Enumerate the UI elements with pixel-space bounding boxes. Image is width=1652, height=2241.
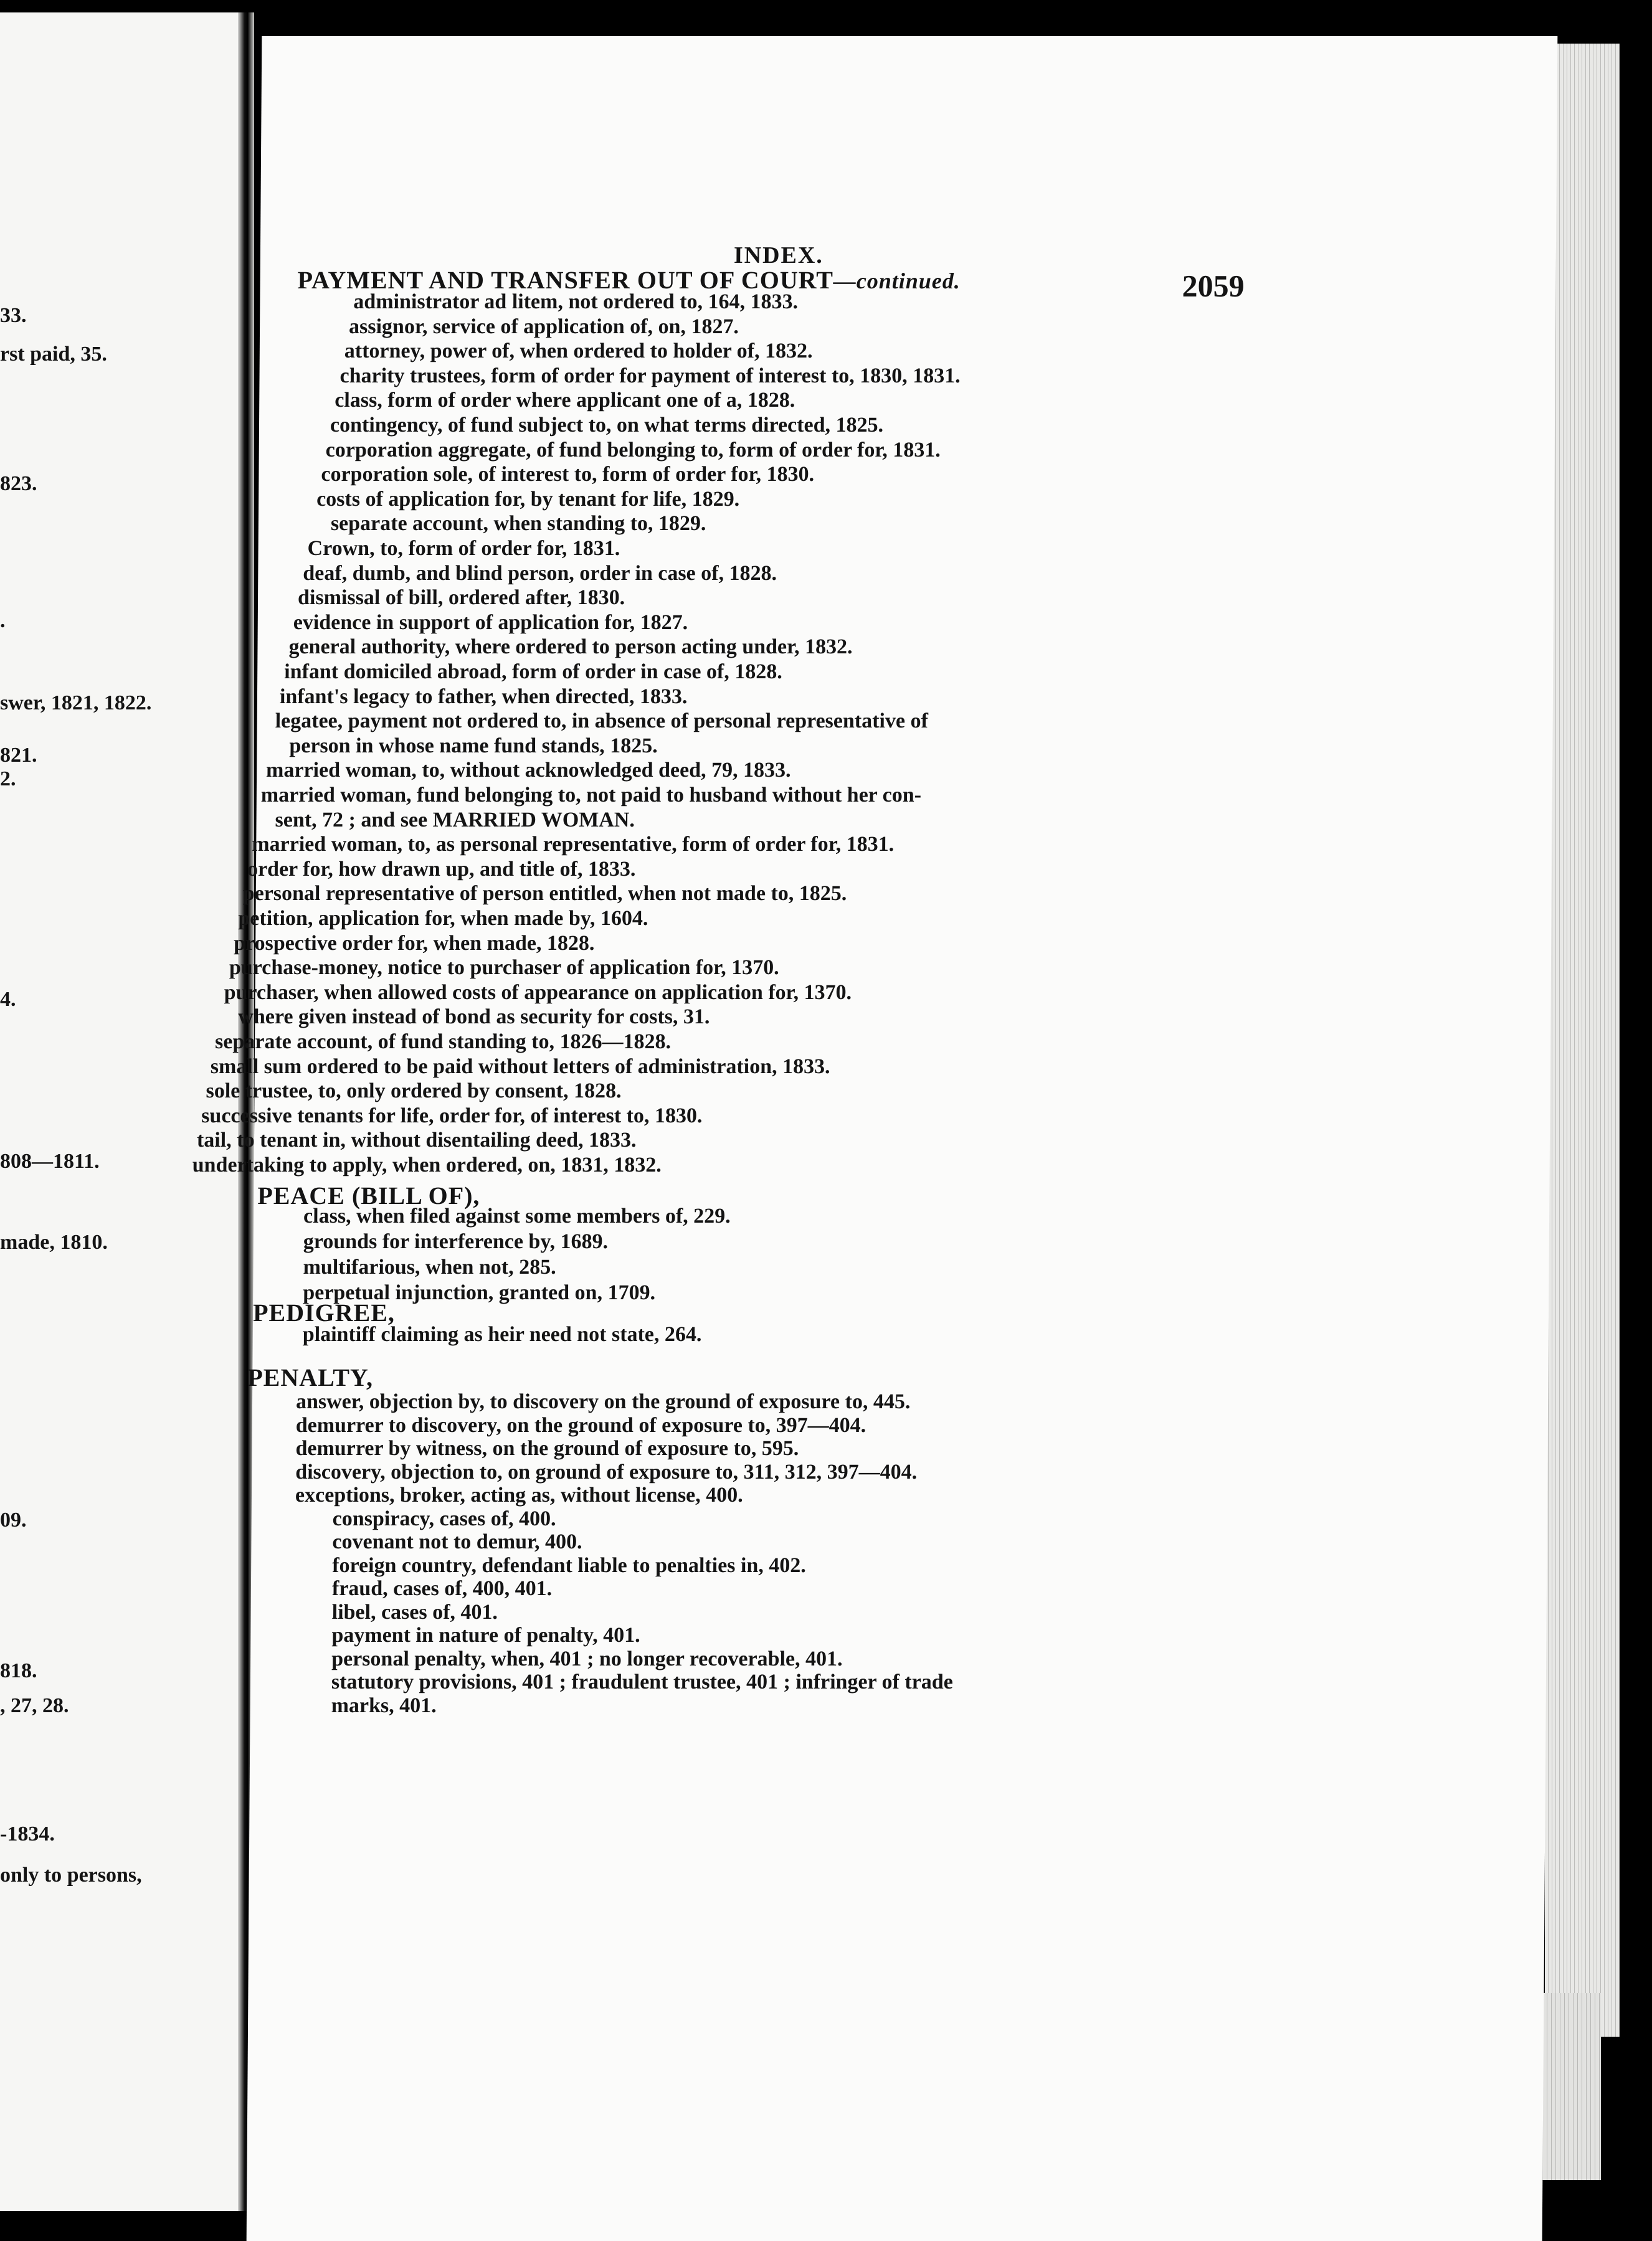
index-entry: general authority, where ordered to person acting under, 1832. — [288, 635, 853, 658]
index-entry: corporation aggregate, of fund belonging to, form of order for, 1831. — [325, 438, 941, 462]
index-entry: purchaser, when allowed costs of appearance on application for, 1370. — [224, 981, 852, 1004]
index-entry: tail, to tenant in, without disentailing deed, 1833. — [196, 1129, 637, 1152]
index-entry: married woman, to, without acknowledged deed, 79, 1833. — [266, 759, 791, 782]
left-fragment: -1834. — [0, 1822, 55, 1845]
right-page — [192, 36, 1558, 2241]
index-entry: statutory provisions, 401 ; fraudulent trustee, 401 ; infringer of trade — [331, 1670, 953, 1694]
index-entry: attorney, power of, when ordered to holder of, 1832. — [344, 339, 813, 362]
index-entry: where given instead of bond as security for costs, 31. — [238, 1005, 710, 1028]
index-entry: libel, cases of, 401. — [331, 1601, 498, 1624]
index-entry: personal representative of person entitled, when not made to, 1825. — [242, 882, 847, 905]
index-entry: payment in nature of penalty, 401. — [331, 1624, 640, 1647]
index-entry: exceptions, broker, acting as, without license, 400. — [295, 1484, 743, 1507]
index-entry: answer, objection by, to discovery on the ground of exposure to, 445. — [295, 1390, 911, 1413]
left-fragment: only to persons, — [0, 1864, 142, 1887]
left-fragment: 821. — [0, 744, 37, 767]
index-heading: PENALTY, — [247, 1363, 374, 1391]
index-entry: personal penalty, when, 401 ; no longer recoverable, 401. — [331, 1647, 843, 1670]
index-entry: corporation sole, of interest to, form of order for, 1830. — [321, 463, 815, 486]
index-entry: grounds for interference by, 1689. — [303, 1230, 609, 1253]
index-entry: contingency, of fund subject to, on what terms directed, 1825. — [330, 414, 884, 437]
index-entry: deaf, dumb, and blind person, order in case of, 1828. — [303, 562, 777, 585]
index-entry: plaintiff claiming as heir need not state, 264. — [302, 1323, 702, 1346]
running-head: INDEX. — [733, 242, 824, 268]
index-entry: purchase-money, notice to purchaser of application for, 1370. — [229, 956, 779, 979]
index-entry: conspiracy, cases of, 400. — [332, 1507, 556, 1530]
index-entry: class, when filed against some members of, 229. — [303, 1205, 731, 1228]
index-heading: PEACE (BILL OF), — [257, 1182, 480, 1210]
left-fragment: 823. — [0, 472, 37, 495]
index-heading: PAYMENT AND TRANSFER OUT OF COURT—continued. — [297, 266, 961, 294]
index-entry: foreign country, defendant liable to penalties in, 402. — [332, 1554, 806, 1577]
page-edges — [1539, 1993, 1601, 2180]
index-entry: infant's legacy to father, when directed, 1833. — [279, 685, 688, 708]
index-entry: assignor, service of application of, on, 1827. — [348, 315, 739, 338]
index-entry: evidence in support of application for, 1827. — [293, 611, 688, 634]
index-entry: separate account, when standing to, 1829. — [330, 512, 706, 535]
left-fragment: . — [0, 609, 6, 632]
left-fragment: rst paid, 35. — [0, 343, 107, 366]
index-entry: successive tenants for life, order for, of interest to, 1830. — [201, 1104, 703, 1127]
index-entry: infant domiciled abroad, form of order in case of, 1828. — [284, 660, 782, 683]
index-entry: undertaking to apply, when ordered, on, 1831, 1832. — [192, 1154, 662, 1177]
index-entry: costs of application for, by tenant for life, 1829. — [316, 488, 740, 511]
page-edges — [1545, 44, 1620, 2037]
page-number: 2059 — [1182, 268, 1245, 303]
left-fragment: swer, 1821, 1822. — [0, 691, 152, 714]
left-fragment: 2. — [0, 767, 16, 790]
index-entry: dismissal of bill, ordered after, 1830. — [297, 586, 625, 609]
index-entry: class, form of order where applicant one of a, 1828. — [335, 389, 795, 412]
index-entry: demurrer by witness, on the ground of exposure to, 595. — [295, 1437, 799, 1460]
left-fragment: 4. — [0, 988, 16, 1011]
index-entry: small sum ordered to be paid without letters of administration, 1833. — [210, 1055, 830, 1078]
index-entry: order for, how drawn up, and title of, 1833. — [247, 858, 636, 881]
left-fragment: 33. — [0, 304, 27, 327]
index-entry: demurrer to discovery, on the ground of exposure to, 397—404. — [295, 1414, 866, 1437]
left-fragment: 818. — [0, 1659, 37, 1682]
index-entry: fraud, cases of, 400, 401. — [331, 1577, 553, 1600]
index-entry: married woman, fund belonging to, not paid to husband without her con- — [260, 784, 922, 807]
index-heading: PEDIGREE, — [252, 1299, 396, 1327]
index-entry: married woman, to, as personal representative, form of order for, 1831. — [252, 833, 895, 856]
index-entry: discovery, objection to, on ground of exposure to, 311, 312, 397—404. — [295, 1461, 918, 1484]
left-fragment: , 27, 28. — [0, 1694, 69, 1717]
index-entry: legatee, payment not ordered to, in absence of personal representative of — [275, 709, 928, 732]
index-entry: covenant not to demur, 400. — [332, 1530, 582, 1553]
index-entry: petition, application for, when made by, 1604. — [238, 907, 648, 930]
left-fragment: 808—1811. — [0, 1150, 100, 1173]
index-entry: marks, 401. — [331, 1694, 437, 1717]
index-entry: charity trustees, form of order for payment of interest to, 1830, 1831. — [339, 364, 961, 387]
left-fragment: made, 1810. — [0, 1231, 108, 1254]
index-entry: sent, 72 ; and see MARRIED WOMAN. — [275, 808, 635, 831]
index-entry: Crown, to, form of order for, 1831. — [307, 537, 620, 560]
index-entry: sole trustee, to, only ordered by consent, 1828. — [206, 1079, 622, 1102]
index-entry: perpetual injunction, granted on, 1709. — [303, 1281, 656, 1304]
index-entry: administrator ad litem, not ordered to, 164, 1833. — [353, 290, 799, 313]
index-entry: separate account, of fund standing to, 1826—1828. — [214, 1030, 672, 1053]
index-entry: multifarious, when not, 285. — [303, 1256, 556, 1279]
index-entry: prospective order for, when made, 1828. — [234, 932, 595, 955]
index-body — [192, 36, 1558, 2241]
index-entry: person in whose name fund stands, 1825. — [289, 734, 658, 757]
left-fragment: 09. — [0, 1509, 27, 1532]
